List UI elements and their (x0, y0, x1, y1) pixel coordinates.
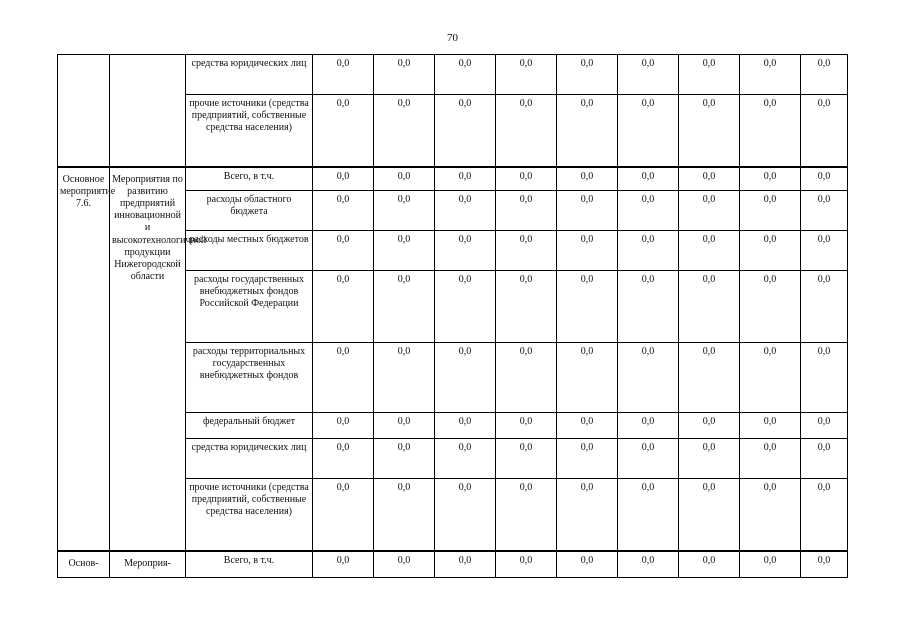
value-cell: 0,0 (313, 167, 374, 191)
value-cell: 0,0 (679, 551, 740, 578)
value-cell: 0,0 (313, 95, 374, 167)
value-cell: 0,0 (435, 343, 496, 413)
value-cell: 0,0 (618, 439, 679, 479)
value-cell: 0,0 (313, 479, 374, 551)
value-cell: 0,0 (496, 167, 557, 191)
budget-table (57, 54, 848, 578)
value-cell: 0,0 (435, 271, 496, 343)
value-cell: 0,0 (313, 413, 374, 439)
value-cell: 0,0 (374, 271, 435, 343)
main-event-cell: Основное мероприятие 7.6. (58, 167, 110, 551)
value-cell: 0,0 (557, 231, 618, 271)
funding-source-cell: средства юридических лиц (186, 55, 313, 95)
funding-source-cell: расходы местных бюджетов (186, 231, 313, 271)
value-cell: 0,0 (740, 479, 801, 551)
value-cell: 0,0 (740, 271, 801, 343)
value-cell: 0,0 (618, 191, 679, 231)
table-row (58, 55, 848, 95)
value-cell: 0,0 (679, 271, 740, 343)
value-cell: 0,0 (740, 55, 801, 95)
value-cell: 0,0 (618, 231, 679, 271)
funding-source-cell: прочие источники (средства предприятий, собственные средства населения) (186, 95, 313, 167)
value-cell: 0,0 (679, 343, 740, 413)
value-cell: 0,0 (801, 271, 848, 343)
value-cell: 0,0 (557, 271, 618, 343)
value-cell: 0,0 (374, 55, 435, 95)
value-cell: 0,0 (618, 479, 679, 551)
value-cell: 0,0 (801, 231, 848, 271)
value-cell: 0,0 (496, 343, 557, 413)
value-cell: 0,0 (740, 439, 801, 479)
value-cell: 0,0 (740, 95, 801, 167)
value-cell: 0,0 (740, 167, 801, 191)
value-cell: 0,0 (801, 191, 848, 231)
value-cell: 0,0 (801, 479, 848, 551)
value-cell: 0,0 (618, 271, 679, 343)
value-cell: 0,0 (313, 191, 374, 231)
value-cell: 0,0 (313, 439, 374, 479)
funding-source-cell: расходы государственных внебюджетных фондов Российской Федерации (186, 271, 313, 343)
value-cell: 0,0 (374, 343, 435, 413)
value-cell: 0,0 (435, 231, 496, 271)
event-name-cell: Мероприя- (110, 551, 186, 578)
value-cell: 0,0 (496, 271, 557, 343)
main-event-cell (58, 55, 110, 167)
value-cell: 0,0 (740, 343, 801, 413)
value-cell: 0,0 (801, 413, 848, 439)
funding-source-cell: Всего, в т.ч. (186, 167, 313, 191)
value-cell: 0,0 (313, 551, 374, 578)
value-cell: 0,0 (435, 167, 496, 191)
value-cell: 0,0 (374, 95, 435, 167)
value-cell: 0,0 (801, 167, 848, 191)
value-cell: 0,0 (679, 167, 740, 191)
value-cell: 0,0 (435, 55, 496, 95)
value-cell: 0,0 (313, 231, 374, 271)
value-cell: 0,0 (740, 413, 801, 439)
value-cell: 0,0 (618, 95, 679, 167)
value-cell: 0,0 (679, 479, 740, 551)
value-cell: 0,0 (740, 191, 801, 231)
value-cell: 0,0 (374, 191, 435, 231)
value-cell: 0,0 (435, 551, 496, 578)
value-cell: 0,0 (374, 439, 435, 479)
value-cell: 0,0 (374, 231, 435, 271)
value-cell: 0,0 (557, 167, 618, 191)
value-cell: 0,0 (618, 343, 679, 413)
event-name-cell: Мероприятия по развитию предприятий инновационной и высокотехнологичной продукции Нижегородской области (110, 167, 186, 551)
value-cell: 0,0 (496, 439, 557, 479)
value-cell: 0,0 (557, 551, 618, 578)
value-cell: 0,0 (679, 95, 740, 167)
value-cell: 0,0 (496, 413, 557, 439)
value-cell: 0,0 (435, 413, 496, 439)
value-cell: 0,0 (313, 55, 374, 95)
value-cell: 0,0 (435, 479, 496, 551)
value-cell: 0,0 (435, 439, 496, 479)
value-cell: 0,0 (496, 231, 557, 271)
value-cell: 0,0 (374, 167, 435, 191)
funding-source-cell: расходы областного бюджета (186, 191, 313, 231)
value-cell: 0,0 (557, 439, 618, 479)
funding-source-cell: прочие источники (средства предприятий, собственные средства населения) (186, 479, 313, 551)
value-cell: 0,0 (557, 479, 618, 551)
value-cell: 0,0 (313, 343, 374, 413)
value-cell: 0,0 (374, 479, 435, 551)
funding-source-cell: федеральный бюджет (186, 413, 313, 439)
value-cell: 0,0 (801, 439, 848, 479)
value-cell: 0,0 (618, 551, 679, 578)
value-cell: 0,0 (557, 343, 618, 413)
page-number: 70 (447, 32, 458, 44)
value-cell: 0,0 (801, 551, 848, 578)
value-cell: 0,0 (496, 95, 557, 167)
value-cell: 0,0 (618, 55, 679, 95)
value-cell: 0,0 (435, 95, 496, 167)
event-name-cell (110, 55, 186, 167)
value-cell: 0,0 (374, 413, 435, 439)
value-cell: 0,0 (679, 55, 740, 95)
value-cell: 0,0 (557, 95, 618, 167)
value-cell: 0,0 (557, 191, 618, 231)
value-cell: 0,0 (679, 191, 740, 231)
funding-source-cell: средства юридических лиц (186, 439, 313, 479)
funding-source-cell: Всего, в т.ч. (186, 551, 313, 578)
value-cell: 0,0 (679, 231, 740, 271)
value-cell: 0,0 (801, 95, 848, 167)
value-cell: 0,0 (557, 55, 618, 95)
main-event-cell: Основ- (58, 551, 110, 578)
value-cell: 0,0 (374, 551, 435, 578)
value-cell: 0,0 (496, 55, 557, 95)
value-cell: 0,0 (618, 413, 679, 439)
value-cell: 0,0 (801, 343, 848, 413)
value-cell: 0,0 (618, 167, 679, 191)
value-cell: 0,0 (679, 413, 740, 439)
value-cell: 0,0 (679, 439, 740, 479)
value-cell: 0,0 (557, 413, 618, 439)
table-row (58, 167, 848, 191)
value-cell: 0,0 (313, 271, 374, 343)
value-cell: 0,0 (435, 191, 496, 231)
value-cell: 0,0 (496, 191, 557, 231)
table-row (58, 551, 848, 578)
value-cell: 0,0 (496, 551, 557, 578)
funding-source-cell: расходы территориальных государственных внебюджетных фондов (186, 343, 313, 413)
value-cell: 0,0 (496, 479, 557, 551)
value-cell: 0,0 (740, 231, 801, 271)
value-cell: 0,0 (801, 55, 848, 95)
value-cell: 0,0 (740, 551, 801, 578)
